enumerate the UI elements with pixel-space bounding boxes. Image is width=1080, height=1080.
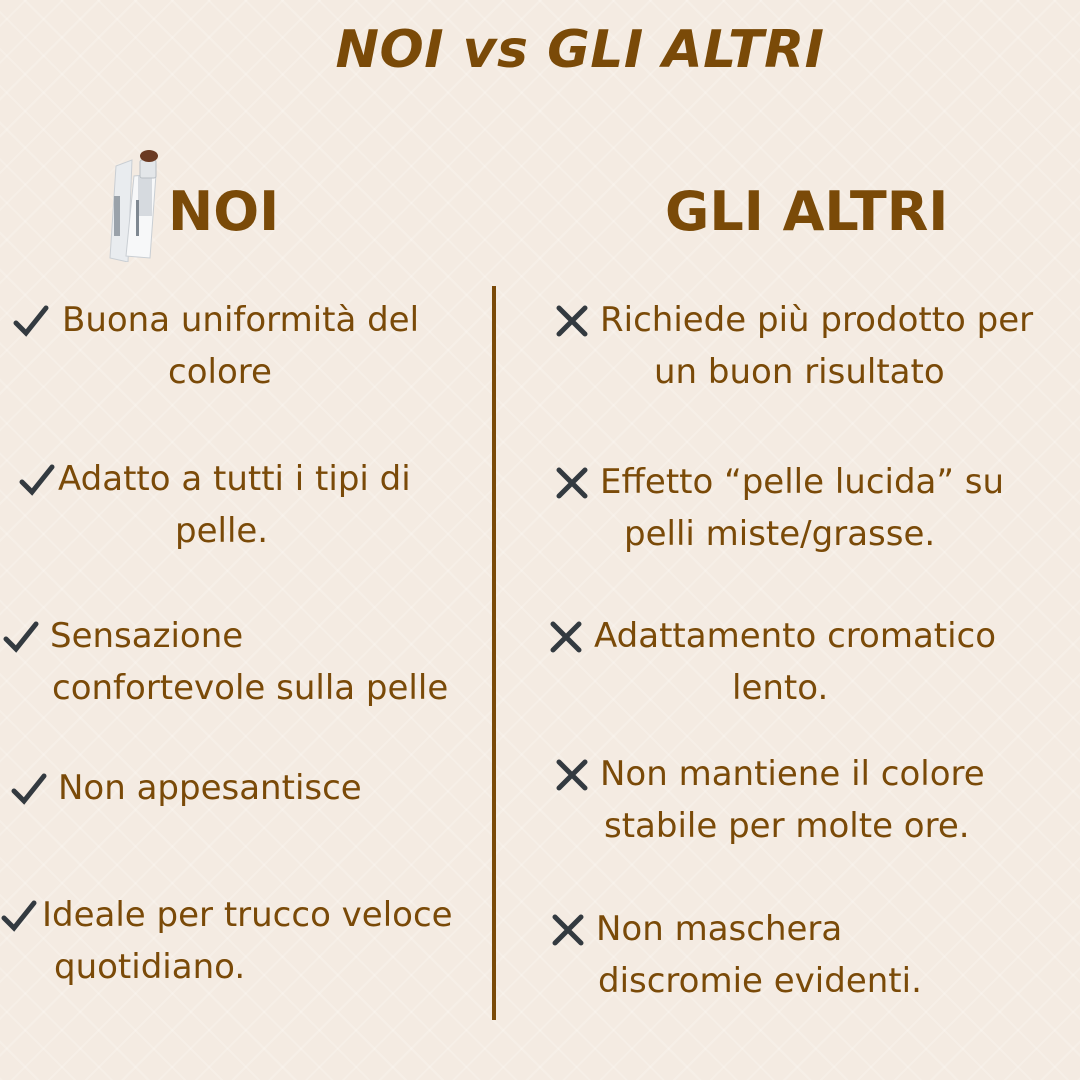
altri-item-3-line1: Adattamento cromatico [594,616,997,656]
noi-item-2-line2: pelle. [175,511,269,551]
noi-item-5-line2: quotidiano. [54,947,246,987]
altri-item-1-line2: un buon risultato [654,352,945,392]
x-icon [550,913,588,947]
x-icon [548,620,586,654]
noi-item-5-line1: Ideale per trucco veloce [42,895,453,935]
x-icon [554,758,592,792]
altri-item-1-line1: Richiede più prodotto per [600,300,1034,340]
noi-item-2 [18,453,411,557]
altri-item-2-line2: pelli miste/grasse. [624,514,936,554]
product-stick-image [100,146,172,262]
page-title: NOI vs GLI ALTRI [335,20,825,80]
altri-item-2 [554,456,1004,560]
altri-item-5 [550,903,922,1007]
altri-item-4-line1: Non mantiene il colore [600,754,985,794]
check-icon [10,772,48,806]
noi-item-1-line1: Buona uniformità del [62,300,420,340]
noi-item-3 [2,610,448,714]
noi-item-5 [0,889,453,993]
noi-item-3-line1: Sensazione [50,616,244,656]
x-icon [554,304,592,338]
check-icon [12,304,50,338]
altri-item-5-line1: Non maschera [596,909,843,949]
x-icon [554,466,592,500]
altri-item-3-line2: lento. [732,668,829,708]
heading-gli-altri: GLI ALTRI [665,180,949,243]
altri-item-5-line2: discromie evidenti. [598,961,922,1001]
noi-item-2-line1: Adatto a tutti i tipi di [58,459,411,499]
altri-item-4 [554,748,985,852]
noi-item-1 [12,294,419,398]
check-icon [2,620,40,654]
check-icon [18,463,56,497]
altri-item-4-line2: stabile per molte ore. [604,806,970,846]
noi-item-1-line2: colore [168,352,272,392]
noi-item-4-line1: Non appesantisce [58,768,362,808]
check-icon [0,899,38,933]
noi-item-4 [10,762,362,814]
altri-item-3 [548,610,996,714]
altri-item-2-line1: Effetto “pelle lucida” su [600,462,1005,502]
altri-item-1 [554,294,1033,398]
noi-item-3-line2: confortevole sulla pelle [52,668,449,708]
column-divider [492,286,496,1020]
heading-noi: NOI [168,180,280,243]
